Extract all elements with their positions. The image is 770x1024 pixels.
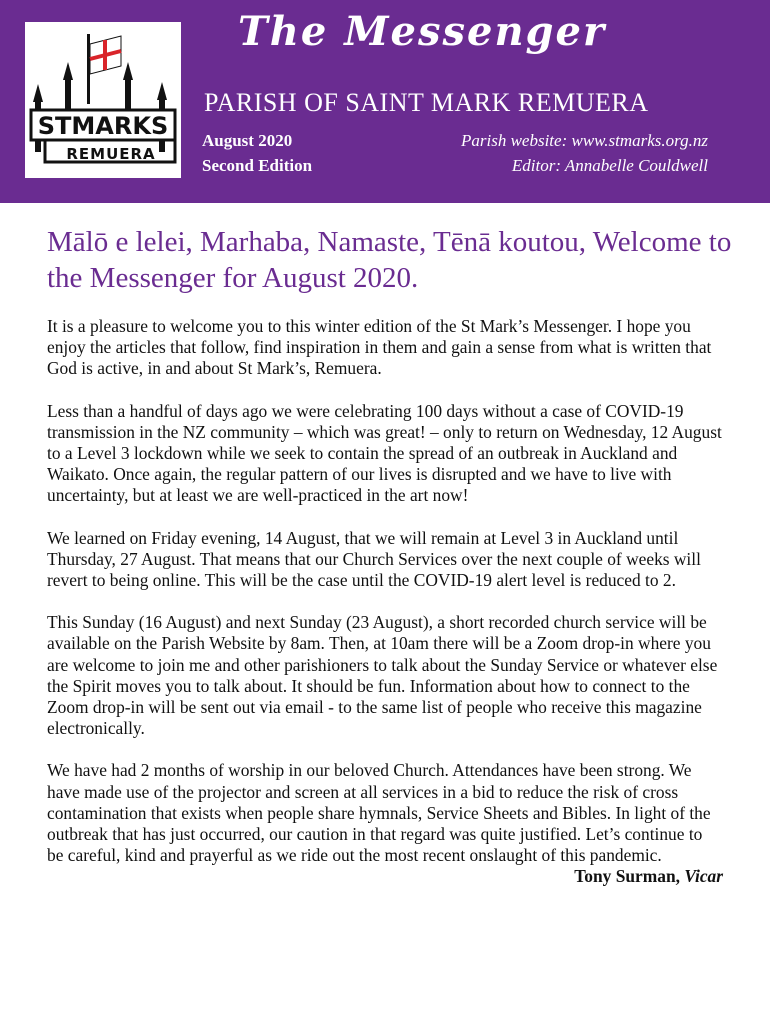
paragraph-2: Less than a handful of days ago we were celebrating 100 days without a case of COVID-19 transmission in the NZ community – which was great! – only to return on Wednesday, 12 August to a Level 3 lockdown while we seek to contain the spread of an outbreak in Auckland and Waikato. Once again, the regular pattern of our lives is disrupted and we have to live with uncertainty, but at least we are well-practiced in the art now! (47, 400, 722, 506)
paragraph-5 (47, 760, 723, 887)
paragraph-4: This Sunday (16 August) and next Sunday (23 August), a short recorded church service will be available on the Parish Website by 8am. Then, at 10am there will be a Zoom drop-in where you are welcome to join me and other parishioners to talk about the Sunday Service or whatever else the Spirit moves you to talk about. It should be fun. Information about how to connect to the Zoom drop-in will be sent out via email - to the same list of people who receive this magazine electronically. (47, 612, 718, 739)
parish-name: PARISH OF SAINT MARK REMUERA (204, 88, 649, 117)
paragraph-3: We learned on Friday evening, 14 August, that we will remain at Level 3 in Auckland until Thursday, 27 August. That means that our Church Services over the next couple of weeks will revert to being online. This will be the case until the COVID-19 alert level is reduced to 2. (47, 527, 701, 591)
signature-role: Vicar (684, 866, 723, 887)
article-headline: Mālō e lelei, Marhaba, Namaste, Tēnā koutou, Welcome to the Messenger for August 2020. (47, 226, 732, 294)
article-body (47, 316, 723, 888)
parish-logo (25, 22, 181, 178)
logo-top-text: STMARKS (37, 112, 169, 140)
masthead-title: The Messenger (238, 8, 607, 55)
paragraph-1: It is a pleasure to welcome you to this winter edition of the St Mark’s Messenger. I hope you enjoy the articles that follow, find inspiration in them and gain a sense from what is written that God is active, in and about St Mark’s, Remuera. (47, 316, 712, 379)
parish-website[interactable]: Parish website: www.stmarks.org.nz (461, 131, 708, 150)
issue-date: August 2020 (202, 131, 293, 150)
masthead-banner (0, 0, 770, 203)
editor-credit: Editor: Annabelle Couldwell (511, 156, 708, 175)
st-marks-logo-icon (25, 22, 181, 178)
issue-edition: Second Edition (202, 156, 313, 175)
signature (574, 866, 723, 887)
paragraph-5-text: We have had 2 months of worship in our beloved Church. Attendances have been strong. We have made use of the projector and screen at all services in a bid to reduce the risk of cross contamination that exists when people share hymnals, Service Sheets and Bibles. In light of the outbreak that has just occurred, our caution in that regard was quite justified. Let’s continue to be careful, kind and prayerful as we ride out the most recent onslaught of this pandemic. (47, 760, 711, 866)
signature-name: Tony Surman, (574, 866, 680, 887)
logo-bottom-text: REMUERA (66, 145, 156, 163)
site-info (368, 128, 708, 178)
